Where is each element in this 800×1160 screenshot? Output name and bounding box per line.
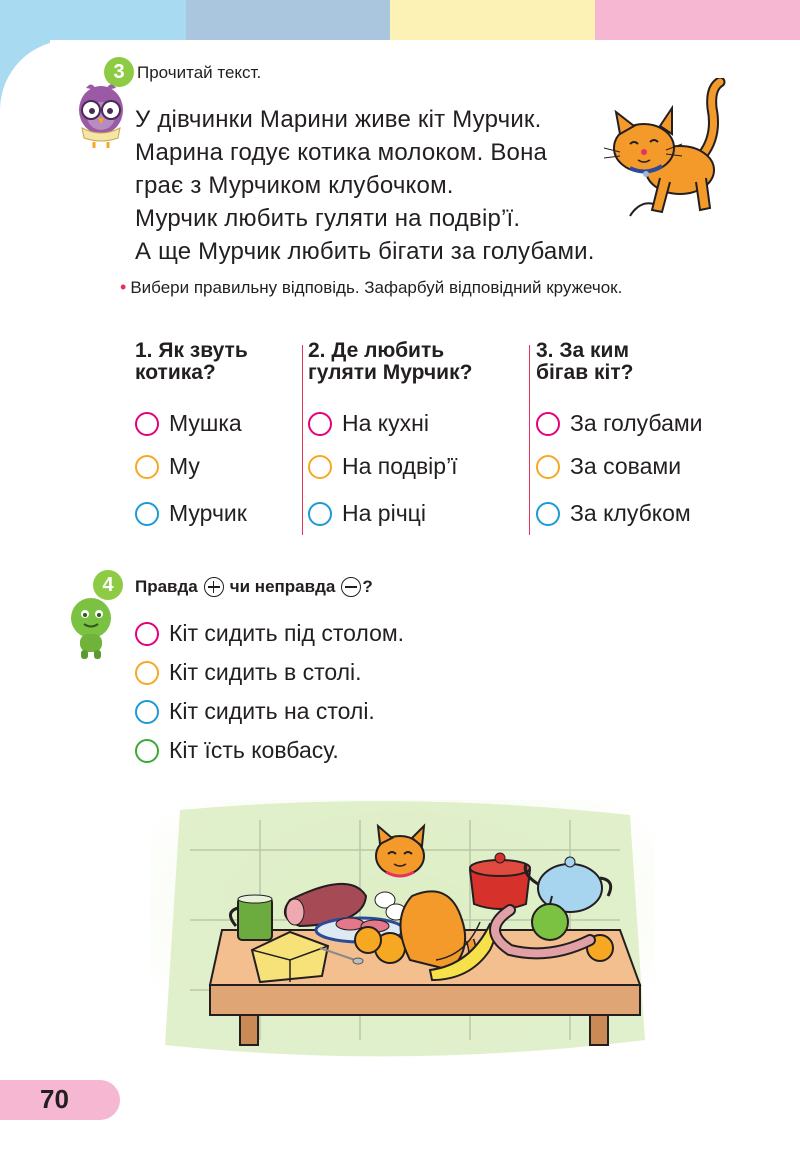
reading-line: Мурчик любить гуляти на подвір’ї. bbox=[135, 205, 521, 232]
answer-label: На річці bbox=[342, 500, 426, 526]
question-title-line: 1. Як звуть bbox=[135, 339, 248, 362]
answer-option[interactable] bbox=[135, 500, 247, 527]
answer-label: На подвір’ї bbox=[342, 453, 458, 479]
answer-label: Мурчик bbox=[169, 500, 247, 526]
true-label: Правда bbox=[135, 577, 198, 596]
top-bar-blue bbox=[0, 0, 186, 40]
answer-circle[interactable] bbox=[135, 455, 159, 479]
answer-label: Мушка bbox=[169, 410, 242, 436]
answer-label: За голубами bbox=[570, 410, 703, 436]
question-title bbox=[308, 340, 472, 384]
statement-item[interactable] bbox=[135, 614, 404, 653]
answer-circle[interactable] bbox=[308, 455, 332, 479]
answer-circle[interactable] bbox=[536, 455, 560, 479]
reading-line: А ще Мурчик любить бігати за голубами. bbox=[135, 238, 595, 265]
task3-instruction: Прочитай текст. bbox=[137, 63, 262, 82]
answer-label: Му bbox=[169, 453, 200, 479]
answer-option[interactable] bbox=[536, 410, 703, 437]
statement-item[interactable] bbox=[135, 731, 404, 770]
page-number: 70 bbox=[40, 1084, 69, 1114]
question-title bbox=[135, 340, 248, 384]
green-mascot-icon bbox=[66, 594, 116, 660]
reading-text bbox=[135, 103, 595, 268]
task4-number-badge: 4 bbox=[93, 570, 123, 600]
reading-line: грає з Мурчиком клубочком. bbox=[135, 172, 454, 199]
reading-line: Марина годує котика молоком. Вона bbox=[135, 139, 548, 166]
answer-circle[interactable] bbox=[308, 412, 332, 436]
choose-instruction bbox=[120, 276, 740, 299]
statement-text: Кіт сидить на столі. bbox=[169, 698, 375, 724]
answer-option[interactable] bbox=[308, 410, 429, 437]
column-separator bbox=[302, 345, 303, 535]
question-title-line: гуляти Мурчик? bbox=[308, 361, 473, 384]
task3-number-badge: 3 bbox=[104, 57, 134, 87]
statement-circle[interactable] bbox=[135, 700, 159, 724]
answer-label: За совами bbox=[570, 453, 682, 479]
question-column-3 bbox=[536, 339, 703, 526]
top-bar-yellow bbox=[390, 0, 595, 40]
question-column-2 bbox=[308, 339, 473, 526]
kitchen-table-illustration bbox=[150, 800, 655, 1065]
minus-circle-icon bbox=[341, 577, 361, 597]
answer-option[interactable] bbox=[135, 410, 242, 437]
bullet-dot: • bbox=[120, 277, 127, 297]
reading-line: У дівчинки Марини живе кіт Мурчик. bbox=[135, 106, 542, 133]
column-separator bbox=[529, 345, 530, 535]
statement-list bbox=[135, 614, 404, 770]
answer-label: За клубком bbox=[570, 500, 691, 526]
statement-text: Кіт сидить під столом. bbox=[169, 620, 405, 646]
top-bar-steel bbox=[186, 0, 390, 40]
choose-instruction-text: Вибери правильну відповідь. Зафарбуй відповідний кружечок. bbox=[130, 278, 623, 297]
answer-circle[interactable] bbox=[536, 412, 560, 436]
cat-illustration bbox=[600, 78, 735, 223]
answer-option[interactable] bbox=[308, 453, 458, 480]
answer-circle[interactable] bbox=[308, 502, 332, 526]
answer-circle[interactable] bbox=[536, 502, 560, 526]
answer-option[interactable] bbox=[135, 453, 200, 480]
task4-title bbox=[135, 577, 373, 597]
answer-option[interactable] bbox=[536, 500, 691, 527]
question-column-1 bbox=[135, 339, 248, 526]
question-title-line: котика? bbox=[135, 361, 216, 384]
question-title-line: 3. За ким bbox=[536, 339, 629, 362]
top-bar-pink bbox=[595, 0, 800, 40]
answer-option[interactable] bbox=[536, 453, 681, 480]
false-label: чи неправда bbox=[229, 577, 336, 596]
statement-circle[interactable] bbox=[135, 622, 159, 646]
question-title-line: 2. Де любить bbox=[308, 339, 445, 362]
answer-option[interactable] bbox=[308, 500, 426, 527]
answer-circle[interactable] bbox=[135, 412, 159, 436]
plus-circle-icon bbox=[204, 577, 224, 597]
question-title-line: бігав кіт? bbox=[536, 361, 634, 384]
statement-item[interactable] bbox=[135, 692, 404, 731]
answer-circle[interactable] bbox=[135, 502, 159, 526]
answer-label: На кухні bbox=[342, 410, 429, 436]
statement-item[interactable] bbox=[135, 653, 404, 692]
statement-circle[interactable] bbox=[135, 661, 159, 685]
owl-mascot-icon bbox=[72, 80, 130, 150]
question-title bbox=[536, 340, 633, 384]
statement-text: Кіт сидить в столі. bbox=[169, 659, 362, 685]
title-question-mark: ? bbox=[362, 577, 373, 596]
statement-text: Кіт їсть ковбасу. bbox=[169, 737, 339, 763]
statement-circle[interactable] bbox=[135, 739, 159, 763]
top-color-bars bbox=[0, 0, 800, 40]
